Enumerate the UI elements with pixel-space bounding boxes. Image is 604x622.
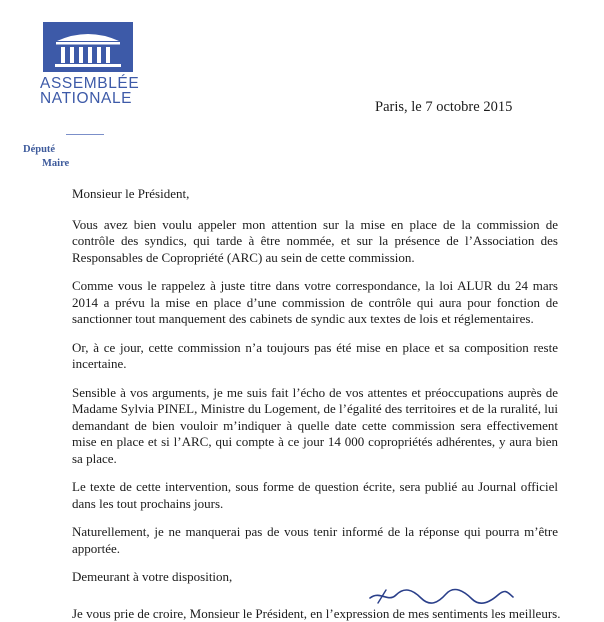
letter-paragraph: Naturellement, je ne manquerai pas de vous tenir informé de la réponse qui pourra m’être apportée. xyxy=(72,524,558,557)
letter-salutation: Monsieur le Président, xyxy=(72,186,558,203)
logo-text-assemblee: ASSEMBLÉE xyxy=(40,76,139,92)
letter-paragraph: Sensible à vos arguments, je me suis fait l’écho de vos attentes et préoccupations auprès de Madame Sylvia PINEL, Ministre du Logement, de l’égalité des territoires et de la ruralité, lui demandant de bien vouloir m’indiquer à quelle date cette commission sera effectivement mise en place et si l’ARC, qui compte à ce jour 14 000 copropriétés adhérentes, y aura bien sa place. xyxy=(72,385,558,468)
letter-paragraph: Comme vous le rappelez à juste titre dans votre correspondance, la loi ALUR du 24 mars 2014 a prévu la mise en place d’une commission de contrôle qui aura pour fonction de sanctionner tout manquement des cabinets de syndic aux textes de lois et réglementaires. xyxy=(72,278,558,328)
letter-paragraph: Le texte de cette intervention, sous forme de question écrite, sera publié au Journal officiel dans les tout prochains jours. xyxy=(72,479,558,512)
letter-closing-availability: Demeurant à votre disposition, xyxy=(72,569,558,586)
letter-body xyxy=(72,186,558,622)
sender-role-maire: Maire xyxy=(42,158,69,170)
assemblee-nationale-emblem-icon xyxy=(43,22,133,72)
sender-role-depute: Député xyxy=(23,144,55,156)
letter-paragraph: Vous avez bien voulu appeler mon attention sur la mise en place de la commission de contrôle des syndics, qui tarde à être nommée, et sur la présence de l’Association des Responsables de Copropriété (ARC) au sein de cette commission. xyxy=(72,217,558,267)
logo-text-nationale: NATIONALE xyxy=(40,91,132,107)
sender-divider xyxy=(66,134,104,135)
letter-date: Paris, le 7 octobre 2015 xyxy=(375,99,512,116)
signature-scribble xyxy=(366,586,516,605)
letter-closing-formula: Je vous prie de croire, Monsieur le Président, en l’expression de mes sentiments les meilleurs. xyxy=(72,606,558,622)
letter-paragraph: Or, à ce jour, cette commission n’a toujours pas été mise en place et sa composition reste incertaine. xyxy=(72,340,558,373)
